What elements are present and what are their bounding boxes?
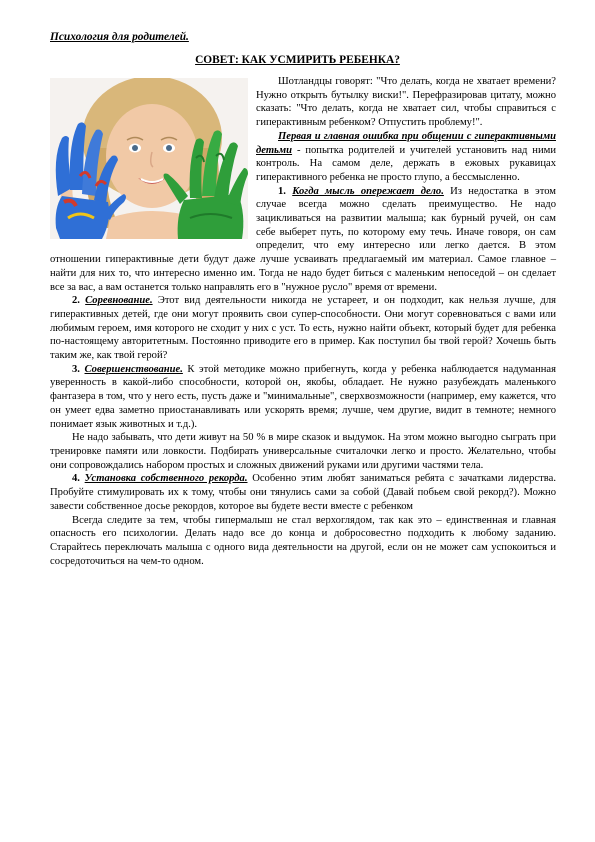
tip-4-number: 4. xyxy=(72,473,80,485)
tip-2-heading: Соревнование. xyxy=(85,295,153,307)
final-paragraph: Всегда следите за тем, чтобы гипермалыш не стал верхоглядом, так как это – единственная и главная опасность его психологии. Делать надо все до конца и добросовестно подходить к любому заданию. Старайтесь переключать малыша с одного вида деятельности на другой, если он не может сам успокоиться и сосредоточиться на чем-то одном. xyxy=(50,514,556,567)
tip-2-paragraph xyxy=(50,294,556,363)
tip-2-text: Этот вид деятельности никогда не устареет, и он подходит, как нельзя лучше, для гиперактивных детей, где они могут проявить свои супер-способности. Они могут соревноваться с вами или любимым героем, имя которого не сходит у них с уст. То есть, нужно найти объект, который будет для ребенка по-настоящему авторитетным. Постоянно приводите его в пример. Как поступил бы твой герой? Хочешь быть таким же, как твой герой? xyxy=(50,295,556,362)
mistake-lead: Первая и главная ошибка при общении с гиперактивными детьми xyxy=(256,130,556,156)
page-title: СОВЕТ: КАК УСМИРИТЬ РЕБЕНКА? xyxy=(195,54,400,66)
tip-1-text: Из недостатка в этом случае всегда можно сделать преимущество. Не надо зацикливаться на развитии малыша; как бурный ручей, он сам себе выберет путь, по которому ему течь. Иначе говоря, он сам определит, что ему интересно или легко дается. В этом отношении гиперактивные дети будут даже лучше усваивать предлагаемый им материал. Самое главное – найти для них то, что интересно именно им. Тогда не надо будет биться с маленьким непоседой – он сделает все за вас, а вам останется только направлять его в "нужное русло" время от времени. xyxy=(50,185,556,293)
tip-4-paragraph xyxy=(50,472,556,513)
section-label: Психология для родителей. xyxy=(50,31,189,43)
image-float-spacer xyxy=(50,75,248,240)
fairy-tale-paragraph: Не надо забывать, что дети живут на 50 % в мире сказок и выдумок. На этом можно выгодно сыграть при тренировке памяти или ловкости. Подбирать универсальные считалочки легко и просто. Желательно, чтобы они сопровождались набором простых и сложных движений руками или другими частями тела. xyxy=(50,432,556,471)
tip-3-paragraph xyxy=(50,363,556,432)
mistake-rest: - попытка родителей и учителей установить над ними контроль. На самом деле, держать в ежовых рукавицах гиперактивного ребенка не просто глупо, а бессмысленно. xyxy=(256,144,556,183)
tip-4-text: Особенно этим любят заниматься ребята с зачатками лидерства. Пробуйте стимулировать их к тому, чтобы они тянулись сами за собой (Давай побьем свой рекорд?). Можно завести собственное досье рекордов, которое вы будете вести вместе с ребенком xyxy=(50,473,556,512)
tip-3-number: 3. xyxy=(72,363,80,375)
tip-1-number: 1. xyxy=(278,185,286,197)
intro-paragraph: Шотландцы говорят: "Что делать, когда не хватает времени? Нужно открыть бутылку виски!". Перефразировав цитату, можно сказать: "Что делать, когда не хватает сил, чтобы справиться с гиперактивным ребенком? Отпустить проблему!". xyxy=(256,76,556,129)
tip-3-text: К этой методике можно прибегнуть, когда у ребенка наблюдается надуманная уверенность в какой-либо способности, которой он, якобы, обладает. Не нужно разубеждать маленького фантазера в том, что у него есть, пусть даже и "минимальные", сверхвозможности (например, ему кажется, что он умеет едва заметно приостанавливать или ускорять время; лучше, чем другие, видит в темноте; немного понимает язык животных и т.д.). xyxy=(50,363,556,430)
tip-4-heading: Установка собственного рекорда. xyxy=(84,473,248,485)
tip-2-number: 2. xyxy=(72,295,80,307)
tip-1-heading: Когда мысль опережает дело. xyxy=(292,185,444,197)
article-body xyxy=(50,75,556,568)
tip-3-heading: Совершенствование. xyxy=(84,363,183,375)
